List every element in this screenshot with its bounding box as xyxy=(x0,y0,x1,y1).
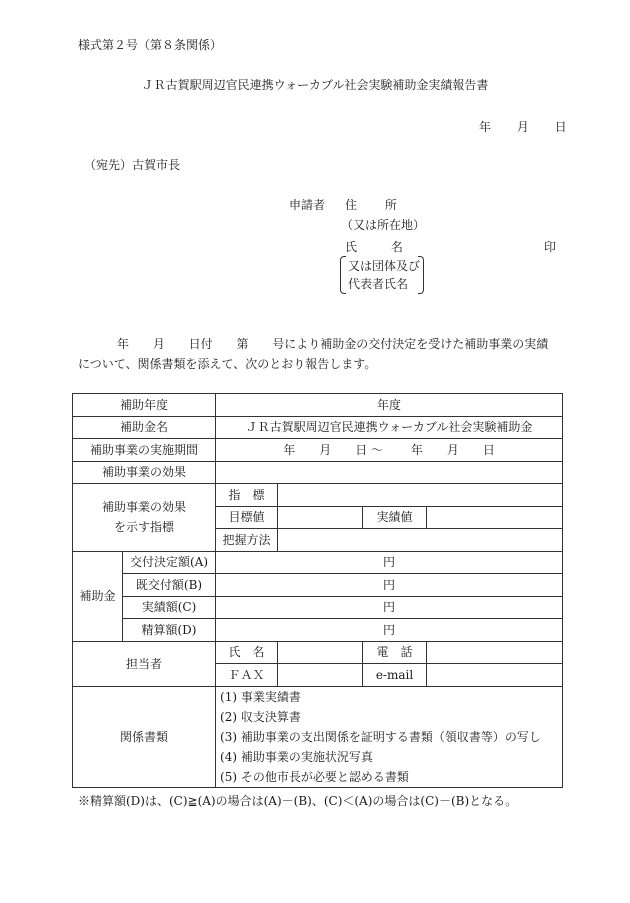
fiscal-year-label: 補助年度 xyxy=(73,394,216,417)
decided-amount-field[interactable]: 円 xyxy=(216,551,563,574)
effect-label: 補助事業の効果 xyxy=(73,461,216,484)
doc-item: (3) 補助事業の支出関係を証明する書類（領収書等）の写し xyxy=(220,729,541,744)
contact-name-label: 氏 名 xyxy=(216,641,278,664)
fax-field[interactable] xyxy=(278,664,363,687)
fiscal-year-field[interactable]: 年度 xyxy=(216,394,563,417)
form-number: 様式第２号（第８条関係） xyxy=(78,38,223,52)
bracket-line-2: 代表者氏名 xyxy=(348,277,409,291)
indicator-name-label: 指 標 xyxy=(216,484,278,507)
actual-value-field[interactable] xyxy=(427,506,563,529)
subsidy-group-label: 補助金 xyxy=(73,551,123,641)
addressee: （宛先）古賀市長 xyxy=(84,158,181,172)
table-row xyxy=(73,461,563,484)
measurement-method-label: 把握方法 xyxy=(216,529,278,552)
table-row xyxy=(73,619,563,642)
bracket-left xyxy=(340,256,346,294)
applicant-label: 申請者 xyxy=(289,198,326,212)
name-label: 氏 名 xyxy=(345,240,403,254)
indicator-name-field[interactable] xyxy=(278,484,563,507)
fax-label: ＦＡＸ xyxy=(216,664,278,687)
representative-bracket xyxy=(340,256,424,292)
phone-label: 電 話 xyxy=(363,641,427,664)
doc-item: (1) 事業実績書 xyxy=(220,689,301,704)
effect-field[interactable] xyxy=(216,461,563,484)
phone-field[interactable] xyxy=(427,641,563,664)
settlement-amount-label: 精算額(D) xyxy=(123,619,216,642)
doc-item: (4) 補助事業の実施状況写真 xyxy=(220,749,373,764)
actual-value-label: 実績値 xyxy=(363,506,427,529)
table-row xyxy=(73,574,563,597)
table-row xyxy=(73,484,563,507)
footnote: ※精算額(D)は、(C)≧(A)の場合は(A)－(B)、(C)＜(A)の場合は(C)－(B)となる。 xyxy=(78,794,518,808)
table-row xyxy=(73,394,563,417)
settlement-amount-field[interactable]: 円 xyxy=(216,619,563,642)
seal-mark: 印 xyxy=(544,240,557,254)
actual-amount-field[interactable]: 円 xyxy=(216,596,563,619)
table-row xyxy=(73,686,563,787)
already-paid-field[interactable]: 円 xyxy=(216,574,563,597)
body-text-line-1: 年 月 日付 第 号により補助金の交付決定を受けた補助事業の実績 xyxy=(117,337,549,351)
doc-item: (5) その他市長が必要と認める書類 xyxy=(220,769,409,784)
decided-amount-label: 交付決定額(A) xyxy=(123,551,216,574)
body-text-line-2: について、関係書類を添えて、次のとおり報告します。 xyxy=(78,357,377,371)
measurement-method-field[interactable] xyxy=(278,529,563,552)
document-title: ＪＲ古賀駅周辺官民連携ウォーカブル社会実験補助金実績報告書 xyxy=(141,78,489,92)
doc-item: (2) 収支決算書 xyxy=(220,709,301,724)
target-value-field[interactable] xyxy=(278,506,363,529)
actual-amount-label: 実績額(C) xyxy=(123,596,216,619)
docs-label: 関係書類 xyxy=(73,686,216,787)
report-table xyxy=(72,393,563,788)
docs-list xyxy=(216,686,563,787)
target-value-label: 目標値 xyxy=(216,506,278,529)
table-row xyxy=(73,641,563,664)
subsidy-name-label: 補助金名 xyxy=(73,416,216,439)
email-label: e-mail xyxy=(363,664,427,687)
table-row xyxy=(73,596,563,619)
address-label: 住 所 xyxy=(345,198,397,212)
table-row xyxy=(73,439,563,462)
table-row xyxy=(73,416,563,439)
indicator-label: 補助事業の効果 を示す指標 xyxy=(73,484,216,552)
report-date: 年 月 日 xyxy=(479,120,567,134)
period-field[interactable]: 年 月 日 〜 年 月 日 xyxy=(216,439,563,462)
table-row xyxy=(73,551,563,574)
contact-label: 担当者 xyxy=(73,641,216,686)
bracket-line-1: 又は団体及び xyxy=(348,259,421,273)
email-field[interactable] xyxy=(427,664,563,687)
already-paid-label: 既交付額(B) xyxy=(123,574,216,597)
period-label: 補助事業の実施期間 xyxy=(73,439,216,462)
contact-name-field[interactable] xyxy=(278,641,363,664)
address-sublabel: （又は所在地） xyxy=(341,218,426,232)
subsidy-name-value: ＪＲ古賀駅周辺官民連携ウォーカブル社会実験補助金 xyxy=(216,416,563,439)
